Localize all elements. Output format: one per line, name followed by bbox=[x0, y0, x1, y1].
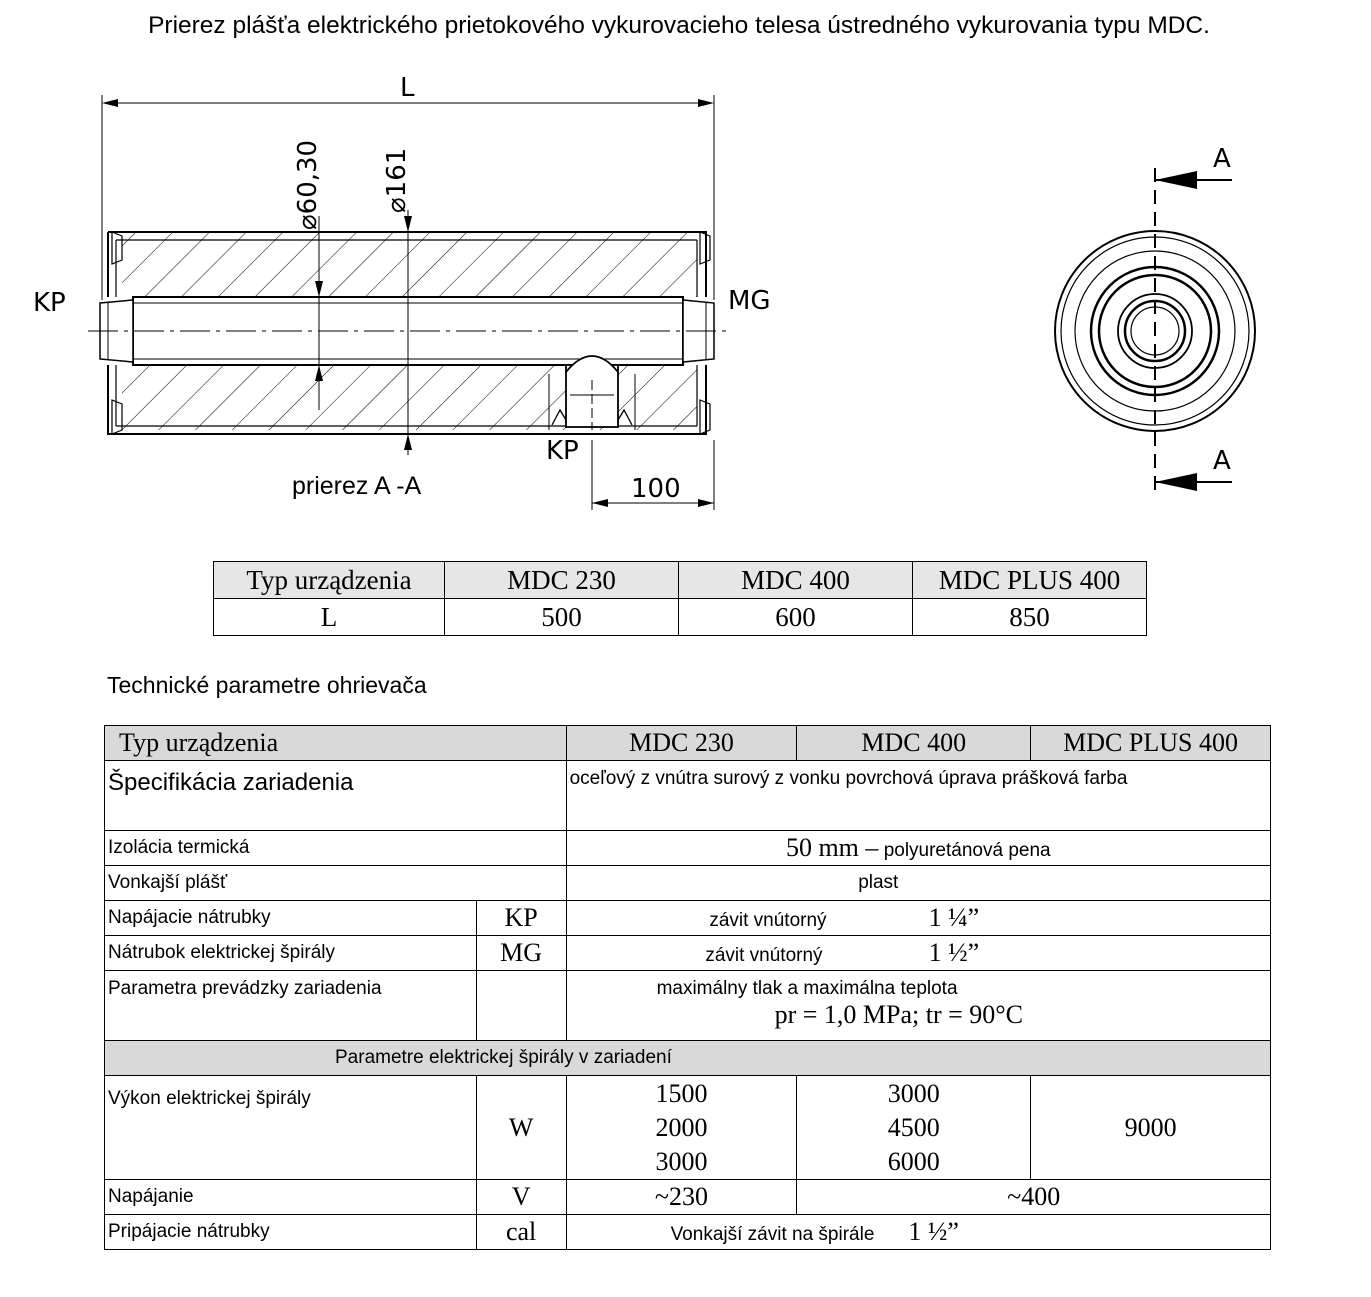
dim-label-d-pipe: ⌀60,30 bbox=[293, 139, 323, 230]
shell-label: Vonkajší plášť bbox=[105, 866, 567, 901]
list-item: 3000 bbox=[887, 1078, 940, 1108]
coil-unit: MG bbox=[476, 936, 566, 971]
voltage-label: Napájanie bbox=[105, 1180, 477, 1215]
operation-label: Parametra prevádzky zariadenia bbox=[105, 971, 477, 1041]
power-mdc230 bbox=[566, 1076, 797, 1180]
supply-unit: KP bbox=[476, 901, 566, 936]
table-row bbox=[105, 726, 1271, 761]
section-a-label-bottom: A bbox=[1213, 446, 1231, 476]
label-kp-bottom: KP bbox=[546, 436, 579, 466]
table-row bbox=[105, 1180, 1271, 1215]
insulation-thickness: 50 mm – bbox=[785, 833, 879, 862]
coil-size: 1 ½” bbox=[928, 938, 980, 967]
table-row bbox=[105, 866, 1271, 901]
table-row bbox=[105, 831, 1271, 866]
spec-label: Špecifikácia zariadenia bbox=[105, 761, 567, 831]
operation-limits: pr = 1,0 MPa; tr = 90°C bbox=[774, 1000, 1024, 1029]
params-header-mdc230: MDC 230 bbox=[566, 726, 797, 761]
supply-value bbox=[566, 901, 1270, 936]
operation-value bbox=[566, 971, 1270, 1041]
table-row bbox=[105, 1215, 1271, 1250]
coil-thread: závit vnútorný bbox=[705, 945, 823, 966]
spec-value: oceľový z vnútra surový z vonku povrchová úprava prášková farba bbox=[566, 761, 1270, 831]
dim-label-d-outer: ⌀161 bbox=[382, 147, 412, 213]
section-a-label-top: A bbox=[1213, 144, 1231, 174]
parameters-table bbox=[104, 725, 1271, 1250]
dim-header-mdc230: MDC 230 bbox=[445, 562, 679, 599]
dimension-table bbox=[213, 561, 1147, 636]
table-row bbox=[105, 936, 1271, 971]
table-row bbox=[105, 761, 1271, 831]
dim-label-100: 100 bbox=[631, 474, 681, 504]
dim-value-mdcplus400: 850 bbox=[913, 599, 1147, 636]
list-item: 2000 bbox=[655, 1112, 708, 1142]
power-mdcplus400: 9000 bbox=[1031, 1076, 1271, 1180]
voltage-mdc230: ~230 bbox=[566, 1180, 797, 1215]
list-item: 3000 bbox=[655, 1146, 708, 1176]
connection-value bbox=[566, 1215, 1270, 1250]
params-header-type: Typ urządzenia bbox=[105, 726, 567, 761]
dim-value-mdc230: 500 bbox=[445, 599, 679, 636]
insulation-value bbox=[566, 831, 1270, 866]
dim-value-mdc400: 600 bbox=[679, 599, 913, 636]
connection-unit: cal bbox=[476, 1215, 566, 1250]
section-label: prierez A -A bbox=[292, 472, 422, 500]
params-header-mdcplus400: MDC PLUS 400 bbox=[1031, 726, 1271, 761]
operation-unit bbox=[476, 971, 566, 1041]
connection-thread: Vonkajší závit na špirále bbox=[670, 1224, 875, 1245]
label-kp-left: KP bbox=[33, 288, 66, 318]
coil-label: Nátrubok elektrickej špirály bbox=[105, 936, 477, 971]
supply-thread: závit vnútorný bbox=[709, 910, 827, 931]
power-label: Výkon elektrickej špirály bbox=[105, 1076, 477, 1180]
page-title: Prierez plášťa elektrického prietokového vykurovacieho telesa ústredného vykurovania typu MDC. bbox=[148, 12, 1210, 39]
power-mdc400 bbox=[797, 1076, 1031, 1180]
coil-section-header: Parametre elektrickej špirály v zariadení bbox=[105, 1041, 1271, 1076]
power-unit: W bbox=[476, 1076, 566, 1180]
dim-row-label: L bbox=[214, 599, 445, 636]
coil-value bbox=[566, 936, 1270, 971]
table-row bbox=[105, 1076, 1271, 1180]
table-row bbox=[214, 562, 1147, 599]
cross-section-drawing bbox=[0, 60, 1371, 520]
shell-value: plast bbox=[566, 866, 1270, 901]
params-header-mdc400: MDC 400 bbox=[797, 726, 1031, 761]
insulation-material: polyuretánová pena bbox=[883, 840, 1051, 861]
table-row bbox=[105, 971, 1271, 1041]
voltage-unit: V bbox=[476, 1180, 566, 1215]
table-row bbox=[105, 1041, 1271, 1076]
list-item: 6000 bbox=[887, 1146, 940, 1176]
dim-header-mdcplus400: MDC PLUS 400 bbox=[913, 562, 1147, 599]
operation-text: maximálny tlak a maximálna teplota bbox=[656, 978, 958, 999]
label-mg: MG bbox=[728, 286, 771, 316]
supply-size: 1 ¼” bbox=[928, 903, 980, 932]
table-row bbox=[214, 599, 1147, 636]
table-row bbox=[105, 901, 1271, 936]
connection-label: Pripájacie nátrubky bbox=[105, 1215, 477, 1250]
list-item: 1500 bbox=[655, 1078, 708, 1108]
dim-header-type: Typ urządzenia bbox=[214, 562, 445, 599]
supply-label: Napájacie nátrubky bbox=[105, 901, 477, 936]
dim-header-mdc400: MDC 400 bbox=[679, 562, 913, 599]
list-item: 4500 bbox=[887, 1112, 940, 1142]
insulation-label: Izolácia termická bbox=[105, 831, 567, 866]
voltage-mdc400: ~400 bbox=[797, 1180, 1271, 1215]
connection-size: 1 ½” bbox=[908, 1217, 959, 1246]
params-heading: Technické parametre ohrievača bbox=[107, 672, 427, 698]
dim-label-L: L bbox=[400, 73, 415, 103]
